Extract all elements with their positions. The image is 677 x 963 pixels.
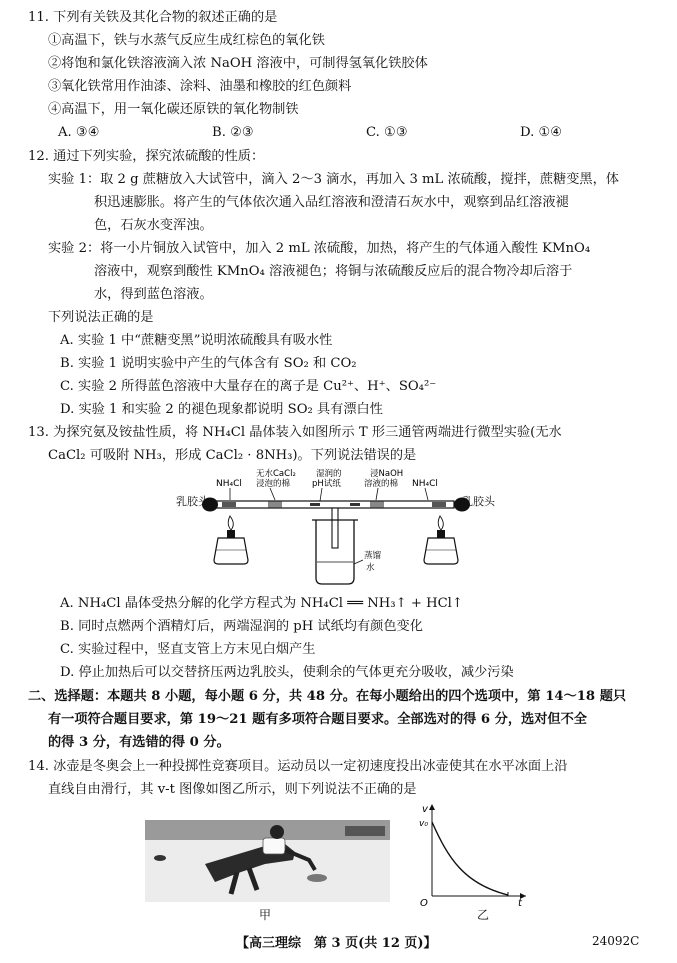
section2-header-line1: 二、选择题：本题共 8 小题，每小题 6 分，共 48 分。在每小题给出的四个选项中，第 14～18 题只 [28,689,627,704]
q14-stem-line1: 14. 冰壶是冬奥会上一种投掷性竞赛项目。运动员以一定初速度投出冰壶使其在水平冰面上沿 [28,759,568,774]
q12-exp2-line3: 水，得到蓝色溶液。 [94,287,213,302]
q13-stem-line1: 13. 为探究氨及铵盐性质，将 NH₄Cl 晶体装入如图所示 T 形三通管两端进行微型实验(无水 [28,425,562,440]
q11-statement-4: ④高温下，用一氧化碳还原铁的氧化物制铁 [48,102,299,117]
q12-option-d: D. 实验 1 和实验 2 的褪色现象都说明 SO₂ 具有漂白性 [60,402,383,417]
q13-stem-line2: CaCl₂ 可吸附 NH₃，形成 CaCl₂ · 8NH₃)。下列说法错误的是 [48,448,417,463]
graph-origin: O [420,898,428,906]
fig-label-naoh-top: 浸NaOH [370,469,404,479]
fig-label-cacl2-bottom: 浸泡的棉 [256,479,291,489]
q13-option-a: A. NH₄Cl 晶体受热分解的化学方程式为 NH₄Cl ══ NH₃↑ + HCl↑ [60,596,463,611]
q12-exp1-line1: 实验 1：取 2 g 蔗糖放入大试管中，滴入 2～3 滴水，再加入 3 mL 浓硫酸，搅拌，蔗糖变黑，体 [48,172,619,187]
q12-stem: 12. 通过下列实验，探究浓硫酸的性质： [28,149,265,164]
q11-option-b: B. ②③ [212,125,254,140]
q12-ask: 下列说法正确的是 [48,310,154,325]
fig-label-water-bottom: 水 [366,563,375,573]
fig-label-bulb-right: 乳胶头 [462,495,495,508]
q11-statement-2: ②将饱和氯化铁溶液滴入浓 NaOH 溶液中，可制得氢氧化铁胶体 [48,56,428,71]
fig-label-bulb-left: 乳胶头 [176,495,209,508]
q11-stem: 11. 下列有关铁及其化合物的叙述正确的是 [28,10,278,25]
figure-label-yi: 乙 [477,908,490,922]
graph-axis-t: t [518,898,522,906]
fig-label-ph-bottom: pH试纸 [312,479,341,489]
q13-option-c: C. 实验过程中，竖直支管上方末见白烟产生 [60,642,316,657]
v-t-graph [418,800,530,906]
v-t-curve [432,822,508,895]
q12-option-c: C. 实验 2 所得蓝色溶液中大量存在的离子是 Cu²⁺、H⁺、SO₄²⁻ [60,379,437,394]
graph-axis-v: v [422,804,428,815]
page-footer: 【高三理综 第 3 页(共 12 页)】 [236,936,437,951]
q12-exp1-line3: 色，石灰水变浑浊。 [94,218,213,233]
curling-athlete-illustration [145,820,390,902]
q11-option-d: D. ①④ [520,125,563,140]
fig-label-nh4cl-right: NH₄Cl [412,479,438,489]
graph-label-v0: v₀ [419,819,428,829]
fig-alcohol-lamp-right [424,516,458,564]
curling-photo [145,820,390,902]
fig-label-ph-top: 湿润的 [316,469,342,479]
figure-label-jia: 甲 [259,908,272,922]
fig-label-water-top: 蒸馏 [364,551,382,561]
paper-code: 24092C [592,934,640,948]
q12-exp2-line1: 实验 2：将一小片铜放入试管中，加入 2 mL 浓硫酸，加热，将产生的气体通入酸性 KMnO₄ [48,241,591,256]
fig-label-naoh-bottom: 溶液的棉 [364,479,399,489]
q11-statement-1: ①高温下，铁与水蒸气反应生成红棕色的氧化铁 [48,33,325,48]
q14-stem-line2: 直线自由滑行，其 v-t 图像如图乙所示，则下列说法不正确的是 [48,782,417,797]
q12-option-b: B. 实验 1 说明实验中产生的气体含有 SO₂ 和 CO₂ [60,356,357,371]
q12-option-a: A. 实验 1 中“蔗糖变黑”说明浓硫酸具有吸水性 [60,333,333,348]
q11-statement-3: ③氧化铁常用作油漆、涂料、油墨和橡胶的红色颜料 [48,79,352,94]
q11-option-c: C. ①③ [366,125,408,140]
q11-option-a: A. ③④ [58,125,100,140]
q12-exp1-line2: 积迅速膨胀。将产生的气体依次通入品红溶液和澄清石灰水中，观察到品红溶液褪 [94,195,569,210]
q12-exp2-line2: 溶液中，观察到酸性 KMnO₄ 溶液褪色；将铜与浓硫酸反应后的混合物冷却后溶于 [94,264,573,279]
t-tube-apparatus-figure [200,466,480,592]
fig-label-nh4cl-left: NH₄Cl [216,479,242,489]
q13-option-b: B. 同时点燃两个酒精灯后，两端湿润的 pH 试纸均有颜色变化 [60,619,423,634]
section2-header-line2: 有一项符合题目要求，第 19～21 题有多项符合题目要求。全部选对的得 6 分，选对但不全 [48,712,587,727]
fig-alcohol-lamp-left [214,516,248,564]
section2-header-line3: 的得 3 分，有选错的得 0 分。 [48,735,230,750]
q13-option-d: D. 停止加热后可以交替挤压两边乳胶头，使剩余的气体更充分吸收，减少污染 [60,665,514,680]
fig-label-cacl2-top: 无水CaCl₂ [256,469,296,479]
